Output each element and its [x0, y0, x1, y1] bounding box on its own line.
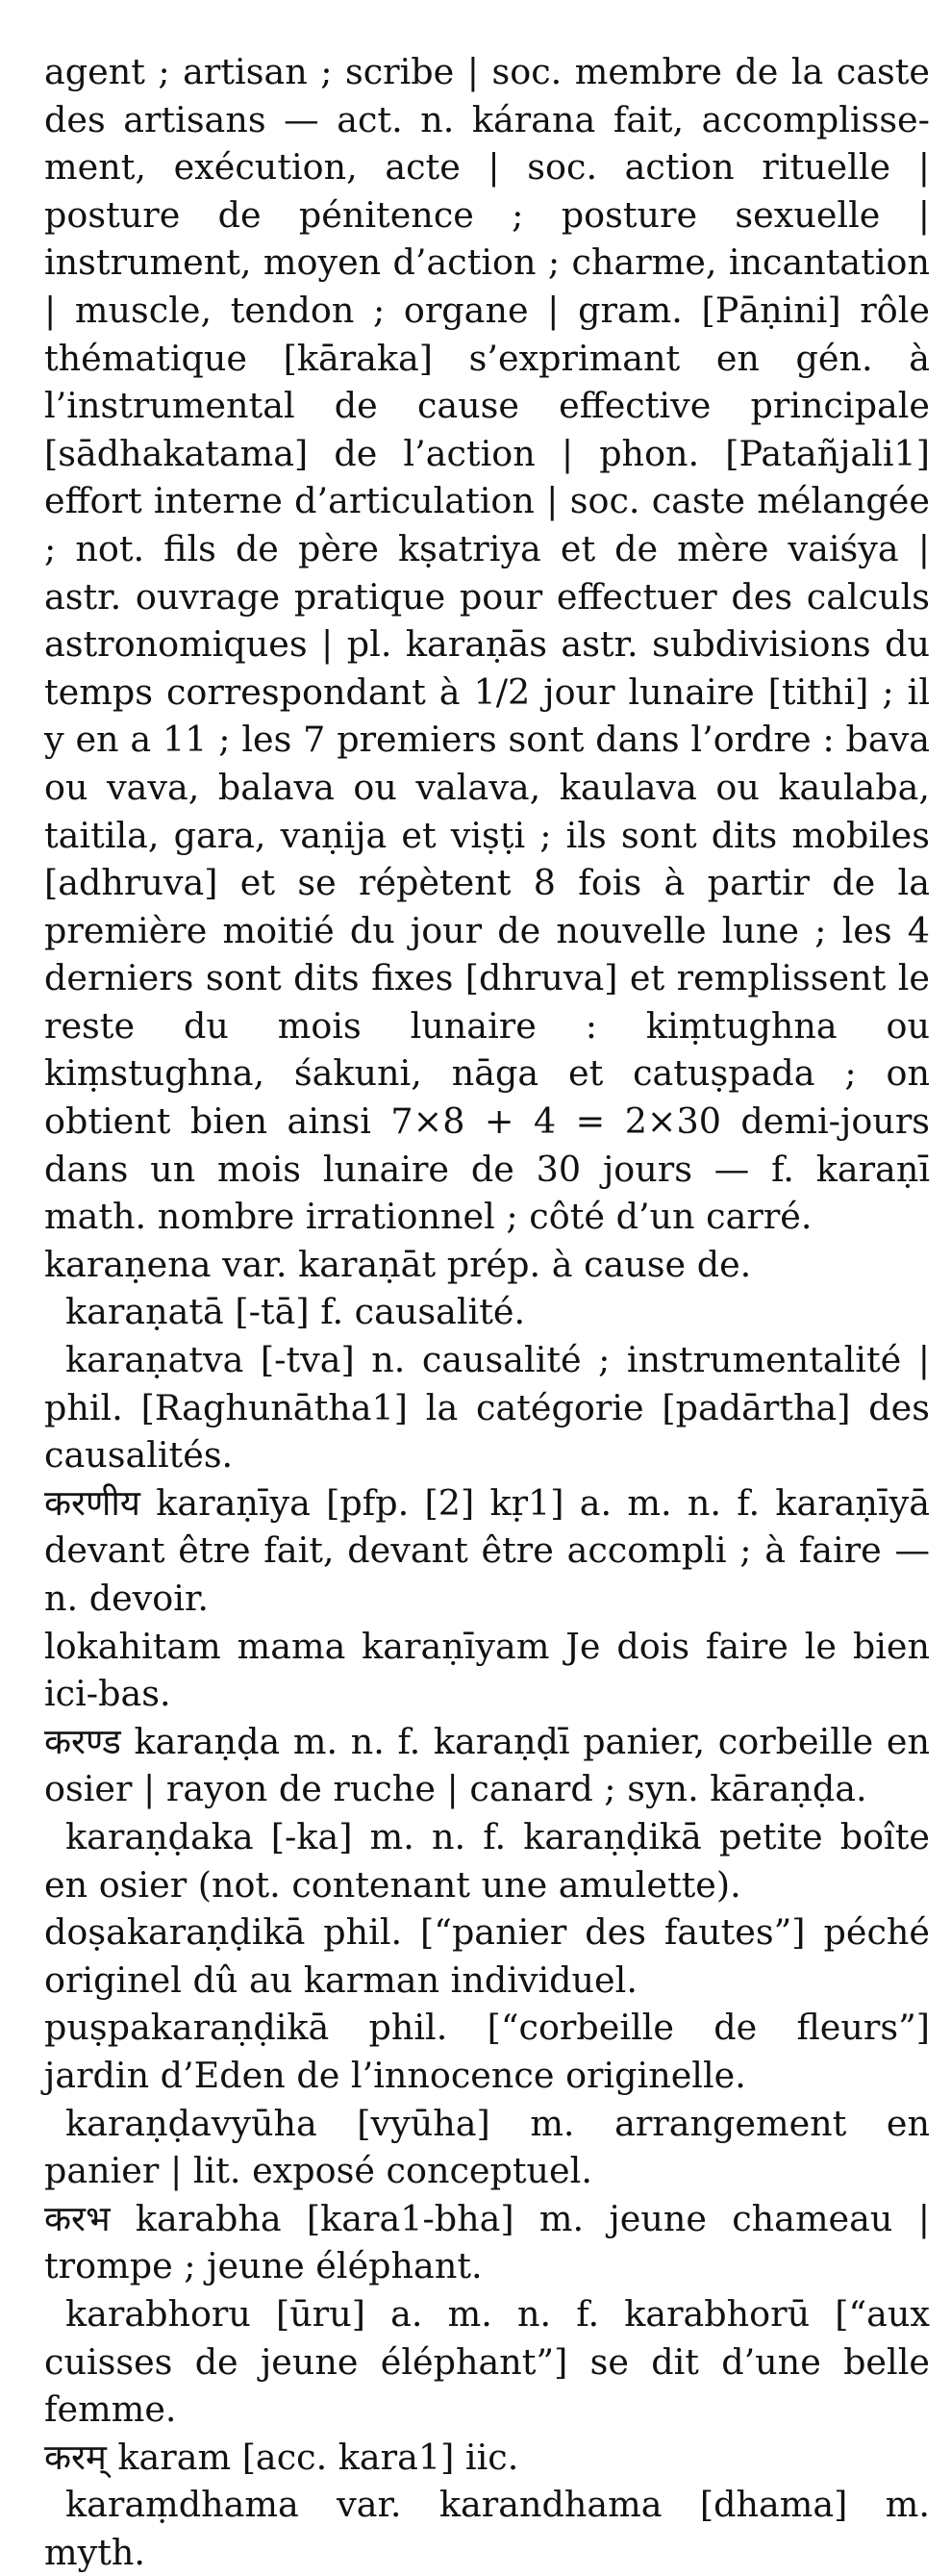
entry-karam: करम् karam [acc. kara1] iic.: [44, 2436, 519, 2478]
entry-karanda: करण्ड karaṇḍa m. n. f. karaṇḍī panier, corbeille en osier | rayon de ruche | canard ; syn. kāraṇḍa.: [44, 1720, 930, 1810]
entry-karanena: karaṇena var. karaṇāt prép. à cause de.: [44, 1243, 752, 1285]
entry-karanatva: karaṇatva [-tva] n. causalité ; instrumentalité | phil. [Raghunātha1] la catégorie [padārtha] des causalités.: [44, 1339, 930, 1477]
entry-karana-continued: agent ; artisan ; scribe | soc. membre de la caste des artisans — act. n. kárana fait, accomplissement, exécution, acte | soc. action rituelle | posture de pénitence ; posture sexuelle | instrument, moyen d’action ; charme, incantation | muscle, tendon ; organe | gram. [Pāṇini] rôle thématique [kāraka] s’exprimant en gén. à l’instrumental de cause effective principale [sādhakatama] de l’action | phon. [Patañjali1] effort interne d’articulation | soc. caste mélangée ; not. fils de père kṣatriya et de mère vaiśya | astr. ouvrage pratique pour effectuer des calculs astronomiques | pl. karaṇās astr. subdivisions du temps correspondant à 1/2 jour lunaire [tithi] ; il y en a 11 ; les 7 premiers sont dans l’ordre : bava ou vava, balava ou valava, kaulava ou kaulaba, taitila, gara, vaṇija et viṣṭi ; ils sont dits mobiles [adhruva] et se répètent 8 fois à partir de la première moitié du jour de nouvelle lune ; les 4 derniers sont dits fixes [dhruva] et remplissent le reste du mois lunaire : kiṃtughna ou kiṃstughna, śakuni, nāga et catuṣpada ; on obtient bien ainsi 7×8 + 4 = 2×30 demi-jours dans un mois lunaire de 30 jours — f. karaṇī math. nombre irrationnel ; côté d’un carré.: [44, 51, 930, 1238]
entry-karandaka: karaṇḍaka [-ka] m. n. f. karaṇḍikā petite boîte en osier (not. contenant une amulette).: [44, 1815, 930, 1906]
entry-karanata: karaṇatā [-tā] f. causalité.: [65, 1291, 526, 1333]
entry-karabhoru: karabhoru [ūru] a. m. n. f. karabhorū [“aux cuisses de jeune éléphant”] se dit d’une belle femme.: [44, 2292, 930, 2431]
entry-lokahitam: lokahitam mama karaṇīyam Je dois faire le bien ici-bas.: [44, 1625, 930, 1715]
entry-karabha: करभ karabha [kara1-bha] m. jeune chameau | trompe ; jeune éléphant.: [44, 2197, 930, 2287]
entry-karandavyuha: karaṇḍavyūha [vyūha] m. arrangement en panier | lit. exposé conceptuel.: [44, 2102, 930, 2192]
entry-karamdhama: karaṃdhama var. karandhama [dhama] m. myth.: [44, 2484, 930, 2573]
entry-puspakarandika: puṣpakaraṇḍikā phil. [“corbeille de fleurs”] jardin d’Eden de l’innocence originelle.: [44, 2007, 930, 2096]
entry-karaniya: करणीय karaṇīya [pfp. [2] kṛ1] a. m. n. f. karaṇīyā devant être fait, devant être accompli ; à faire — n. devoir.: [44, 1481, 930, 1619]
entry-dosakarandika: doṣakaraṇḍikā phil. [“panier des fautes”] péché originel dû au karman individuel.: [44, 1911, 930, 2001]
